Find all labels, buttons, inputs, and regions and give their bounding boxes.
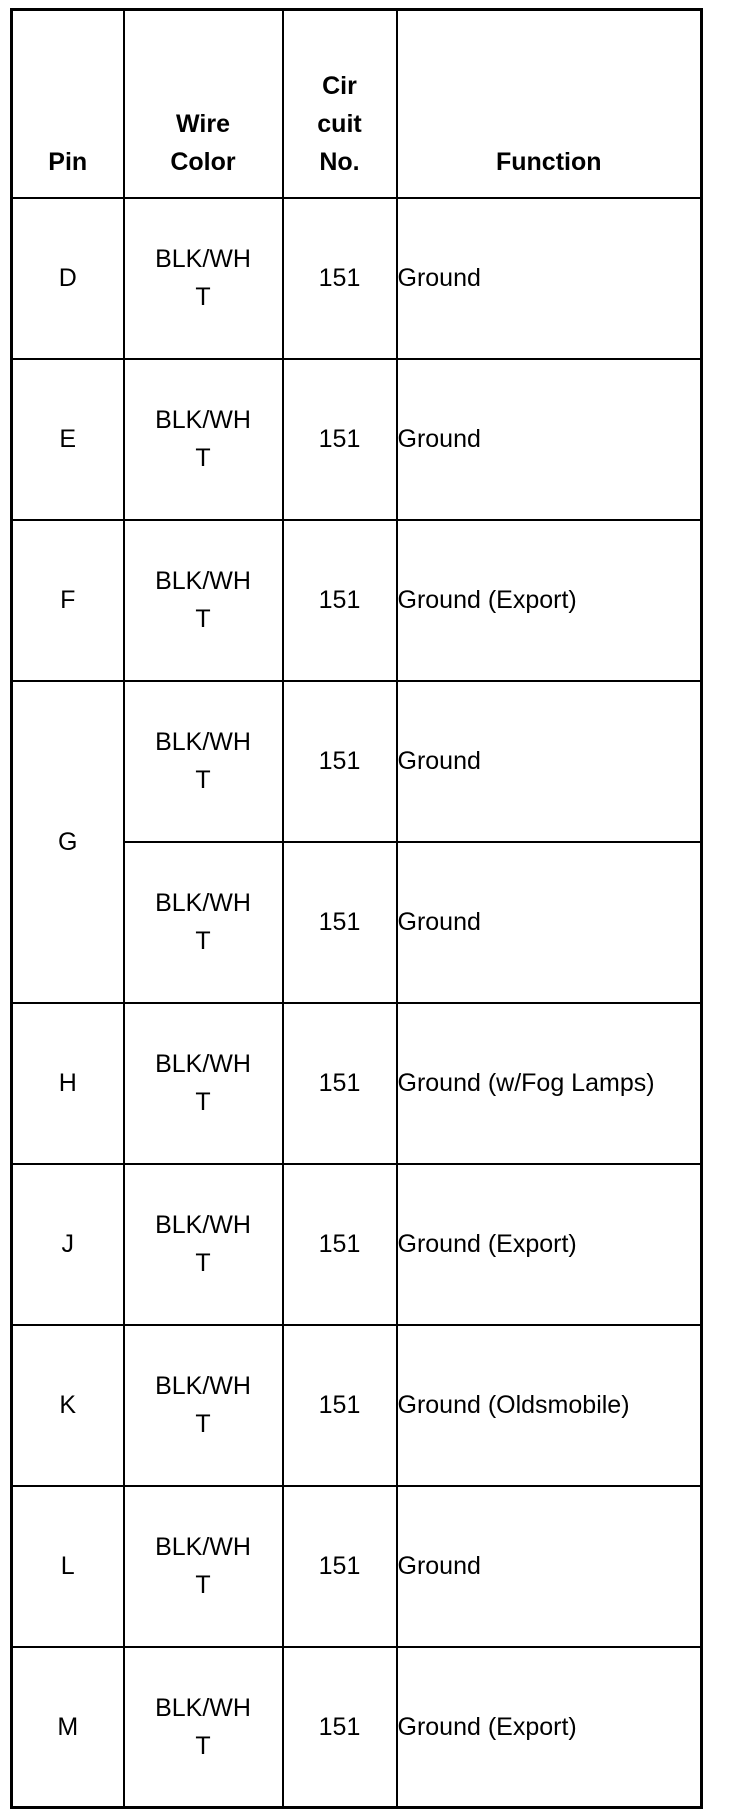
header-circuit-line-3: No. — [319, 147, 360, 176]
wire-color-cell — [124, 1486, 283, 1647]
header-wire-color — [124, 10, 283, 198]
pin-cell: F — [12, 520, 124, 681]
function-cell: Ground — [397, 198, 702, 359]
wire-color-text: BLK/WHT — [155, 567, 251, 633]
function-cell: Ground — [397, 359, 702, 520]
wire-color-cell — [124, 520, 283, 681]
table-row — [12, 520, 702, 681]
table-row — [12, 1003, 702, 1164]
wire-color-cell — [124, 359, 283, 520]
header-circuit-line-1: Cir — [322, 71, 357, 100]
pin-cell: K — [12, 1325, 124, 1486]
function-cell: Ground (w/Fog Lamps) — [397, 1003, 702, 1164]
wire-color-text: BLK/WHT — [155, 1693, 251, 1760]
circuit-number-cell: 151 — [283, 1486, 397, 1647]
header-circuit-number — [283, 10, 397, 198]
function-cell: Ground (Export) — [397, 1647, 702, 1808]
header-pin-label: Pin — [48, 147, 88, 176]
function-cell: Ground (Oldsmobile) — [397, 1325, 702, 1486]
wire-color-text: BLK/WHT — [155, 406, 251, 472]
pin-cell: H — [12, 1003, 124, 1164]
function-cell: Ground — [397, 681, 702, 842]
header-function — [397, 10, 702, 198]
wire-color-cell — [124, 1164, 283, 1325]
header-function-label: Function — [495, 147, 602, 176]
function-cell: Ground (Export) — [397, 520, 702, 681]
wire-color-cell — [124, 1325, 283, 1486]
wire-color-text: BLK/WHT — [155, 728, 251, 794]
table-row — [12, 359, 702, 520]
pin-cell: D — [12, 198, 124, 359]
circuit-number-cell: 151 — [283, 359, 397, 520]
wire-color-text: BLK/WHT — [155, 1372, 251, 1438]
connector-pinout-table — [10, 8, 703, 1809]
table-row — [12, 198, 702, 359]
pin-cell: G — [12, 681, 124, 1003]
wire-color-text: BLK/WHT — [155, 889, 251, 955]
header-circuit-line-2: cuit — [317, 109, 362, 138]
wire-color-text: BLK/WHT — [155, 1211, 251, 1277]
header-wire-color-line-1: Wire — [176, 109, 230, 138]
pin-cell: E — [12, 359, 124, 520]
table-row — [12, 1647, 702, 1808]
wire-color-text: BLK/WHT — [155, 1050, 251, 1116]
pin-cell: L — [12, 1486, 124, 1647]
wire-color-cell — [124, 1003, 283, 1164]
circuit-number-cell: 151 — [283, 681, 397, 842]
pin-cell: J — [12, 1164, 124, 1325]
circuit-number-cell: 151 — [283, 1325, 397, 1486]
header-pin — [12, 10, 124, 198]
function-cell: Ground — [397, 1486, 702, 1647]
circuit-number-cell: 151 — [283, 1164, 397, 1325]
table-row — [12, 1486, 702, 1647]
function-cell: Ground — [397, 842, 702, 1003]
circuit-number-cell: 151 — [283, 198, 397, 359]
table-row — [12, 1325, 702, 1486]
circuit-number-cell: 151 — [283, 1003, 397, 1164]
wire-color-cell — [124, 681, 283, 842]
table-header-row — [12, 10, 702, 198]
pin-cell: M — [12, 1647, 124, 1808]
circuit-number-cell: 151 — [283, 842, 397, 1003]
table-row — [12, 681, 702, 842]
circuit-number-cell: 151 — [283, 520, 397, 681]
circuit-number-cell: 151 — [283, 1647, 397, 1808]
wire-color-cell — [124, 842, 283, 1003]
wire-color-text: BLK/WHT — [155, 245, 251, 311]
wire-color-cell — [124, 198, 283, 359]
header-wire-color-line-2: Color — [170, 147, 236, 176]
table-row — [12, 1164, 702, 1325]
wire-color-text: BLK/WHT — [155, 1533, 251, 1599]
table-body — [12, 198, 702, 1808]
wire-color-cell — [124, 1647, 283, 1808]
function-cell: Ground (Export) — [397, 1164, 702, 1325]
